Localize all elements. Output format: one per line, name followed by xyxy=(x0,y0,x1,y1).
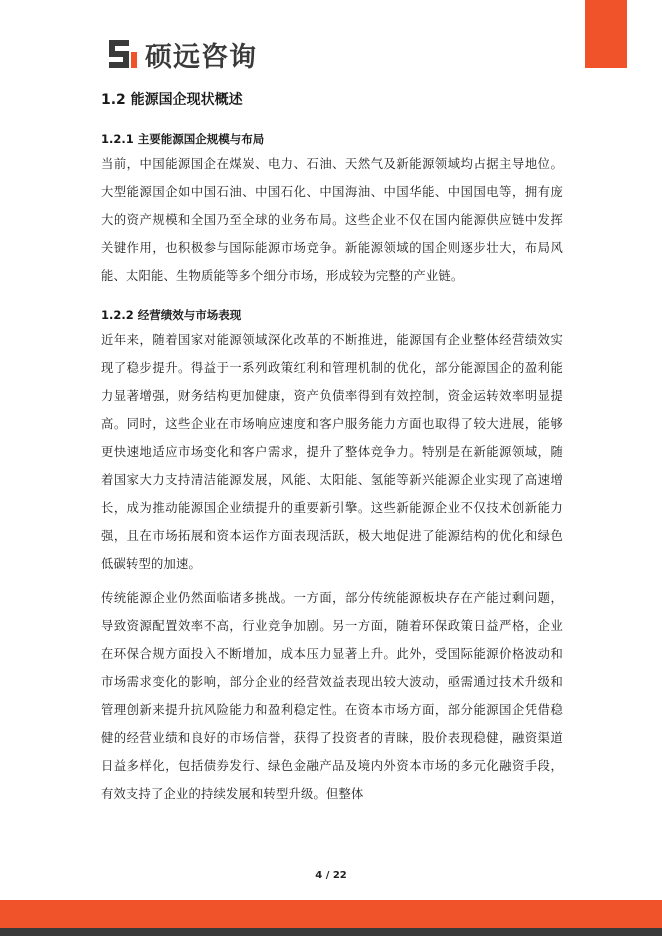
paragraph: 传统能源企业仍然面临诸多挑战。一方面，部分传统能源板块存在产能过剩问题，导致资源配置效率不高，行业竞争加剧。另一方面，随着环保政策日益严格，企业在环保合规方面投入不断增加，成本压力显著上升。此外，受国际能源价格波动和市场需求变化的影响，部分企业的经营效益表现出较大波动，亟需通过技术升级和管理创新来提升抗风险能力和盈利稳定性。在资本市场方面，部分能源国企凭借稳健的经营业绩和良好的市场信誉，获得了投资者的青睐，股价表现稳健，融资渠道日益多样化，包括债券发行、绿色金融产品及境内外资本市场的多元化融资手段，有效支持了企业的持续发展和转型升级。但整体 xyxy=(101,591,563,801)
footer-dark-strip xyxy=(0,928,662,936)
subsection-performance xyxy=(101,304,563,808)
paragraph: 当前，中国能源国企在煤炭、电力、石油、天然气及新能源领域均占据主导地位。大型能源国企如中国石油、中国石化、中国海油、中国华能、中国国电等，拥有庞大的资产规模和全国乃至全球的业务布局。这些企业不仅在国内能源供应链中发挥关键作用，也积极参与国际能源市场竞争。新能源领域的国企则逐步壮大，布局风能、太阳能、生物质能等多个细分市场，形成较为完整的产业链。 xyxy=(101,157,563,283)
subsection-title: 1.2.1 主要能源国企规模与布局 xyxy=(101,132,265,146)
top-accent-bar xyxy=(585,0,627,68)
page-number: 4 / 22 xyxy=(315,870,347,881)
paragraph: 近年来，随着国家对能源领域深化改革的不断推进，能源国有企业整体经营绩效实现了稳步提升。得益于一系列政策红利和管理机制的优化，部分能源国企的盈利能力显著增强，财务结构更加健康，资产负债率得到有效控制，资金运转效率明显提高。同时，这些企业在市场响应速度和客户服务能力方面也取得了较大进展，能够更快速地适应市场变化和客户需求，提升了整体竞争力。特别是在新能源领域，随着国家大力支持清洁能源发展，风能、太阳能、氢能等新兴能源企业实现了高速增长，成为推动能源国企业绩提升的重要新引擎。这些新能源企业不仅技术创新能力强，且在市场拓展和资本运作方面表现活跃，极大地促进了能源结构的优化和绿色低碳转型的加速。 xyxy=(101,333,563,571)
subsection-title: 1.2.2 经营绩效与市场表现 xyxy=(101,308,242,322)
company-logo xyxy=(107,34,257,74)
logo-text: 硕远咨询 xyxy=(145,41,257,73)
subsection-scale-layout xyxy=(101,128,563,290)
logo-mark-icon xyxy=(107,38,139,70)
page-content xyxy=(101,84,563,818)
section-title: 1.2 能源国企现状概述 xyxy=(101,92,243,108)
